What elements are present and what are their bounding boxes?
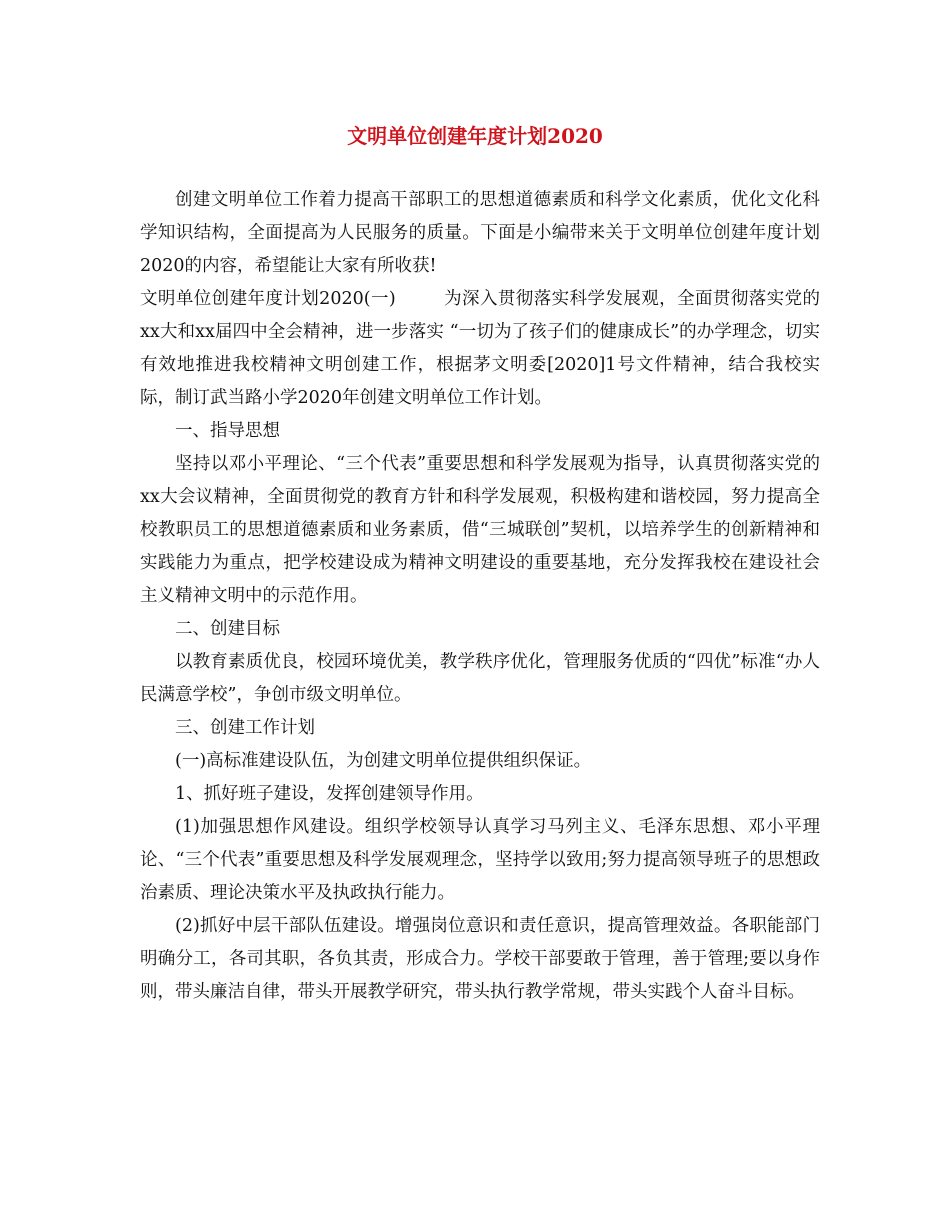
paragraph-goals: 以教育素质优良，校园环境优美，教学秩序优化，管理服务优质的“四优”标准“办人民满意学校”，争创市级文明单位。 — [140, 652, 820, 705]
paragraph-team-building: (一)高标准建设队伍，为创建文明单位提供组织保证。 — [175, 751, 592, 771]
heading-goals: 二、创建目标 — [175, 619, 280, 639]
intro-paragraph: 创建文明单位工作着力提高干部职工的思想道德素质和科学文化素质，优化文化科学知识结构，全面提高为人民服务的质量。下面是小编带来关于文明单位创建年度计划2020的内容，希望能让大家有所收获! — [140, 190, 820, 276]
document-title: 文明单位创建年度计划2020 — [347, 124, 603, 148]
section-paragraph — [140, 283, 820, 415]
paragraph-guiding-thought: 坚持以邓小平理论、“三个代表”重要思想和科学发展观为指导，认真贯彻落实党的xx大会议精神，全面贯彻党的教育方针和科学发展观，积极构建和谐校园，努力提高全校教职员工的思想道德素质和业务素质，借“三城联创”契机，以培养学生的创新精神和实践能力为重点，把学校建设成为精神文明建设的重要基地，充分发挥我校在建设社会主义精神文明中的示范作用。 — [140, 454, 820, 606]
paragraph-ideology: (1)加强思想作风建设。组织学校领导认真学习马列主义、毛泽东思想、邓小平理论、“三个代表”重要思想及科学发展观理念，坚持学以致用;努力提高领导班子的思想政治素质、理论决策水平及执政执行能力。 — [140, 817, 820, 903]
paragraph-middle-cadres: (2)抓好中层干部队伍建设。增强岗位意识和责任意识，提高管理效益。各职能部门明确分工，各司其职，各负其责，形成合力。学校干部要敢于管理，善于管理;要以身作则，带头廉洁自律，带头开展教学研究，带头执行教学常规，带头实践个人奋斗目标。 — [140, 916, 820, 1002]
heading-guiding-thought: 一、指导思想 — [175, 421, 280, 441]
heading-work-plan: 三、创建工作计划 — [175, 718, 315, 738]
section-heading: 文明单位创建年度计划2020(一) — [140, 289, 396, 309]
document-body — [140, 184, 820, 1009]
section-lead: 为深入贯彻落实科学发展观，全面贯彻落实党的xx大和xx届四中全会精神，进一步落实 “一切为了孩子们的健康成长”的办学理念，切实有效地推进我校精神文明创建工作，根据茅文明委[2020]1号文件精神，结合我校实际，制订武当路小学2020年创建文明单位工作计划。 — [140, 289, 820, 408]
paragraph-leadership: 1、抓好班子建设，发挥创建领导作用。 — [175, 784, 484, 804]
